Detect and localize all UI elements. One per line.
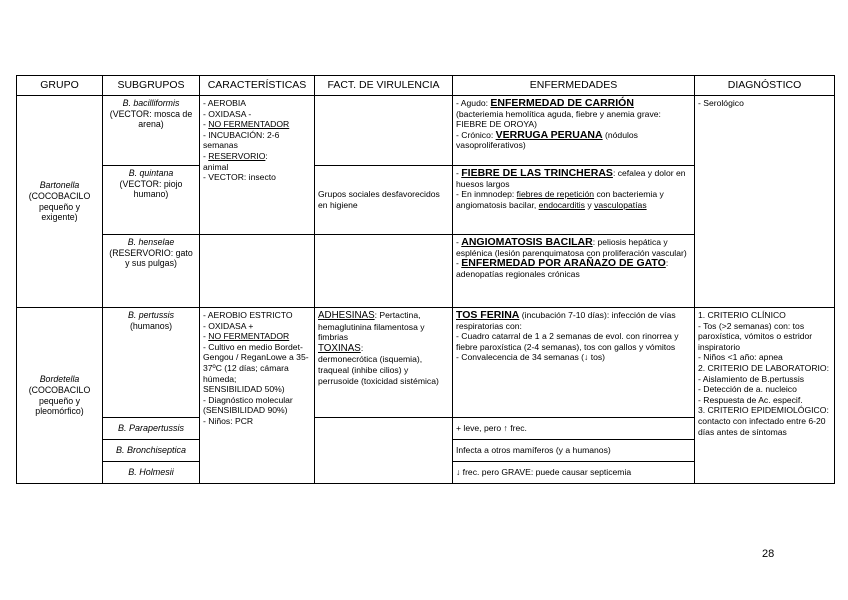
disease-name: ENFERMEDAD POR ARAÑAZO DE GATO — [461, 257, 666, 270]
text-line: 3. CRITERIO EPIDEMIOLÓGICO: contacto con infectado entre 6-20 días antes de síntomas — [698, 405, 829, 437]
group-desc: (COCOBACILO pequeño y exigente) — [28, 190, 91, 223]
text-line: - OXIDASA + — [203, 320, 254, 331]
header-caracteristicas: CARACTERÍSTICAS — [200, 76, 315, 96]
header-diagnostico: DIAGNÓSTICO — [695, 76, 835, 96]
text-line — [318, 343, 449, 355]
subgroup-name: B. henselae — [127, 237, 175, 247]
virulence-cell — [315, 308, 453, 418]
virulence-cell: Grupos sociales desfavorecidos en higiene — [315, 166, 453, 235]
subgroup-desc: (VECTOR: piojo humano) — [119, 178, 183, 200]
disease-cell — [453, 235, 695, 308]
underlined-term: ADHESINAS — [318, 310, 375, 321]
text-line: - Niños: PCR — [203, 415, 254, 426]
text-line: - AEROBIO ESTRICTO — [203, 310, 293, 320]
subgroup-cell — [103, 166, 200, 235]
text-line: - Niños <1 año: apnea — [698, 352, 783, 363]
group-name: Bartonella — [39, 180, 80, 191]
disease-name: FIEBRE DE LAS TRINCHERAS — [461, 167, 613, 179]
text-line — [203, 119, 311, 130]
subgroup-cell — [103, 96, 200, 166]
text-line: adenopatías regionales crónicas — [456, 268, 580, 279]
text-line: - Cultivo en medio Bordet-Gengou / ReganLowe a 35-37ºC (12 días; cámara húmeda; — [203, 341, 309, 384]
text-line: - Diagnóstico molecular (SENSIBILIDAD 90%) — [203, 394, 293, 416]
subgroup-name: B. Holmesii — [103, 462, 200, 484]
text-fragment: : — [360, 342, 364, 353]
subgroup-cell — [103, 308, 200, 418]
header-grupo: GRUPO — [17, 76, 103, 96]
diagnosis-cell — [695, 308, 835, 484]
text-line: - INCUBACIÓN: 2-6 semanas — [203, 129, 280, 151]
subgroup-desc: (VECTOR: mosca de arena) — [109, 108, 193, 130]
subgroup-desc: (RESERVORIO: gato y sus pulgas) — [109, 247, 193, 269]
text-line: - AEROBIA — [203, 98, 246, 108]
subgroup-name: B. quintana — [128, 168, 174, 178]
header-subgrupos: SUBGRUPOS — [103, 76, 200, 96]
text-fragment: (incubación 7-10 días): infección de vías respiratorias con: — [456, 310, 676, 331]
text-line — [456, 258, 691, 269]
text-line — [203, 331, 311, 342]
group-cell-bartonella — [17, 96, 103, 308]
text-fragment: : cefalea y dolor en huesos largos — [456, 168, 686, 189]
text-line: - VECTOR: insecto — [203, 172, 276, 183]
subgroup-name: B. Bronchiseptica — [103, 440, 200, 462]
text-line — [456, 237, 691, 258]
text-line: dermonecrótica (isquemia), traqueal (inhibe cilios) y perrusoide (toxicidad sistémica) — [318, 354, 439, 386]
disease-cell — [453, 96, 695, 166]
disease-cell: ↓ frec. pero GRAVE: puede causar septicemia — [453, 462, 695, 484]
text-fragment: - — [203, 150, 209, 161]
text-line — [318, 310, 449, 343]
text-line: 2. CRITERIO DE LABORATORIO: — [698, 362, 829, 373]
bacteria-table — [16, 75, 835, 484]
disease-name: TOS FERINA — [456, 309, 520, 321]
disease-name: ENFERMEDAD DE CARRIÓN — [490, 97, 634, 109]
subgroup-desc: (humanos) — [129, 320, 173, 331]
text-line: - Tos (>2 semanas) con: tos paroxística, vómitos o estridor inspiratorio — [698, 320, 813, 352]
subgroup-name: B. pertussis — [128, 310, 174, 320]
text-line: - Aislamiento de B.pertussis — [698, 373, 805, 384]
group-cell-bordetella — [17, 308, 103, 484]
group-name: Bordetella — [39, 374, 80, 385]
diagnosis-cell: - Serológico — [695, 96, 835, 308]
text-fragment: y — [584, 199, 595, 210]
text-line — [456, 310, 691, 331]
disease-name: VERRUGA PERUANA — [495, 128, 603, 141]
underlined-term: NO FERMENTADOR — [208, 119, 290, 130]
text-line — [456, 98, 691, 109]
text-line — [456, 130, 691, 151]
virulence-cell — [315, 96, 453, 166]
group-desc: (COCOBACILO pequeño y pleomórfico) — [28, 384, 91, 417]
table-row — [17, 96, 835, 166]
underlined-term: NO FERMENTADOR — [208, 331, 290, 342]
text-fragment: - Crónico: — [456, 129, 496, 140]
header-fact-virulencia: FACT. DE VIRULENCIA — [315, 76, 453, 96]
virulence-cell — [315, 418, 453, 484]
underlined-term: endocarditis — [538, 199, 585, 210]
header-row — [17, 76, 835, 96]
underlined-term: RESERVORIO — [208, 150, 266, 161]
text-fragment: : peliosis hepática y esplénica (lesión parenquimatosa con proliferación vascular) — [456, 237, 687, 258]
text-fragment: (nódulos vasoproliferativos) — [456, 129, 638, 151]
characteristics-cell — [200, 308, 315, 484]
disease-cell: Infecta a otros mamíferos (y a humanos) — [453, 440, 695, 462]
text-line — [456, 168, 691, 189]
text-line: - Convalecencia de 34 semanas (↓ tos) — [456, 352, 606, 363]
text-fragment: - — [456, 237, 462, 247]
table-row — [17, 308, 835, 418]
underlined-term: vasculopatías — [594, 199, 647, 210]
underlined-term: fiebres de repetición — [516, 189, 595, 200]
text-fragment: : — [665, 258, 669, 269]
text-line: SENSIBILIDAD 50%) — [203, 384, 285, 395]
text-line: animal — [203, 161, 229, 172]
header-enfermedades: ENFERMEDADES — [453, 76, 695, 96]
page-number: 28 — [762, 548, 775, 560]
text-line — [203, 151, 311, 162]
text-fragment: : — [265, 150, 268, 161]
disease-cell — [453, 166, 695, 235]
underlined-term: TOXINAS — [318, 342, 361, 354]
text-fragment: - Agudo: — [456, 98, 491, 108]
disease-cell: + leve, pero ↑ frec. — [453, 418, 695, 440]
subgroup-name: B. bacilliformis — [122, 98, 180, 108]
subgroup-cell — [103, 235, 200, 308]
text-fragment: - — [456, 168, 462, 178]
text-line: - Cuadro catarral de 1 a 2 semanas de evol. con rinorrea y fiebre paroxística (2-4 semanas), tos con gallos y vómitos — [456, 331, 679, 352]
disease-name: ANGIOMATOSIS BACILAR — [461, 236, 593, 248]
text-line — [456, 189, 691, 210]
text-fragment: con bacteriemia y angiomatosis bacilar, — [456, 189, 664, 210]
text-fragment: - En inmnodep: — [456, 189, 517, 200]
disease-cell — [453, 308, 695, 418]
subgroup-name: B. Parapertussis — [103, 418, 200, 440]
text-fragment: - — [203, 119, 209, 130]
virulence-cell — [315, 235, 453, 308]
characteristics-cell — [200, 235, 315, 308]
text-line: - Detección de a. nucleico — [698, 384, 797, 395]
text-fragment: - — [456, 258, 462, 269]
text-line: - Respuesta de Ac. especif. — [698, 394, 803, 405]
text-fragment: : Pertactina, hemaglutinina filamentosa y fimbrias — [318, 310, 425, 343]
characteristics-cell — [200, 96, 315, 235]
text-fragment: - — [203, 331, 209, 342]
text-line: - OXIDASA - — [203, 108, 252, 119]
text-line: 1. CRITERIO CLÍNICO — [698, 310, 786, 320]
text-line: (bacteriemia hemolítica aguda, fiebre y anemia grave: FIEBRE DE OROYA) — [456, 108, 661, 130]
